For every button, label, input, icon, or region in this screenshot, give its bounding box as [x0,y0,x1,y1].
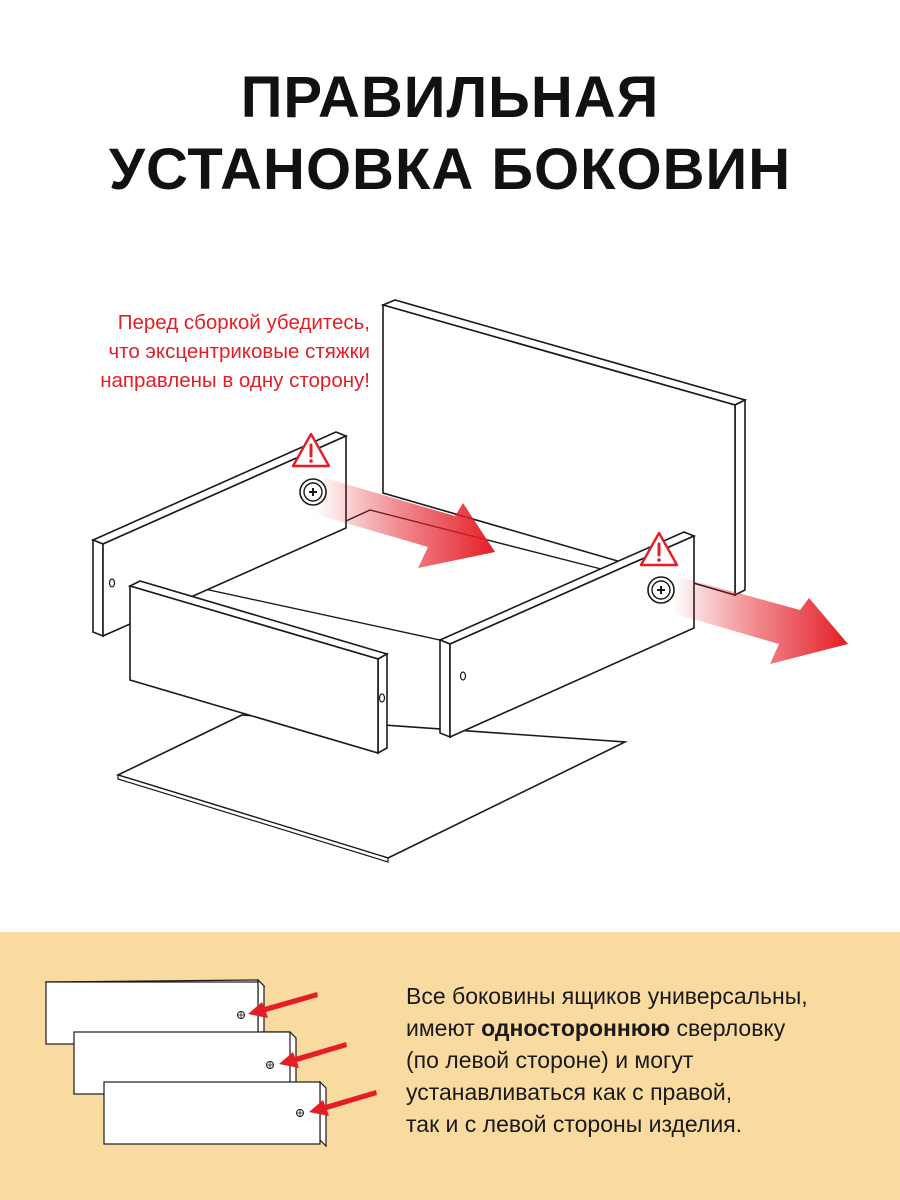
info-line-4: устанавливаться как с правой, [406,1079,733,1105]
info-text [406,980,886,1140]
info-panel [0,932,900,1200]
warning-note-line-2: что эксцентриковые стяжки [108,340,370,363]
direction-arrow-icon [672,577,848,664]
info-line-1: Все боковины ящиков универсальны, [406,983,808,1009]
stacked-side-panels-illustration [0,932,400,1200]
drill-hole-icon [267,1062,274,1069]
page-title [0,62,900,206]
info-line-3: (по левой стороне) и могут [406,1047,694,1073]
title-line-1: ПРАВИЛЬНАЯ [240,65,660,130]
cam-lock-left [300,479,326,505]
cam-lock-right [648,577,674,603]
warning-note-line-1: Перед сборкой убедитесь, [117,311,370,334]
info-line-2-pre: имеют [406,1015,482,1041]
cam-lock-icon [300,479,326,505]
info-line-5: так и с левой стороны изделия. [406,1111,743,1137]
info-line-2 [406,1012,886,1044]
drill-hole-icon [297,1110,304,1117]
warning-note [40,308,370,395]
cam-lock-icon [648,577,674,603]
arrow-right-cam [672,577,848,664]
warning-note-line-3: направлены в одну сторону! [100,369,370,392]
title-line-2: УСТАНОВКА БОКОВИН [108,137,792,202]
drill-hole-icon [238,1012,245,1019]
info-line-2-bold: одностороннюю [481,1015,671,1041]
side-panel-sample-3 [104,1082,377,1146]
info-line-2-post: сверловку [670,1015,786,1041]
